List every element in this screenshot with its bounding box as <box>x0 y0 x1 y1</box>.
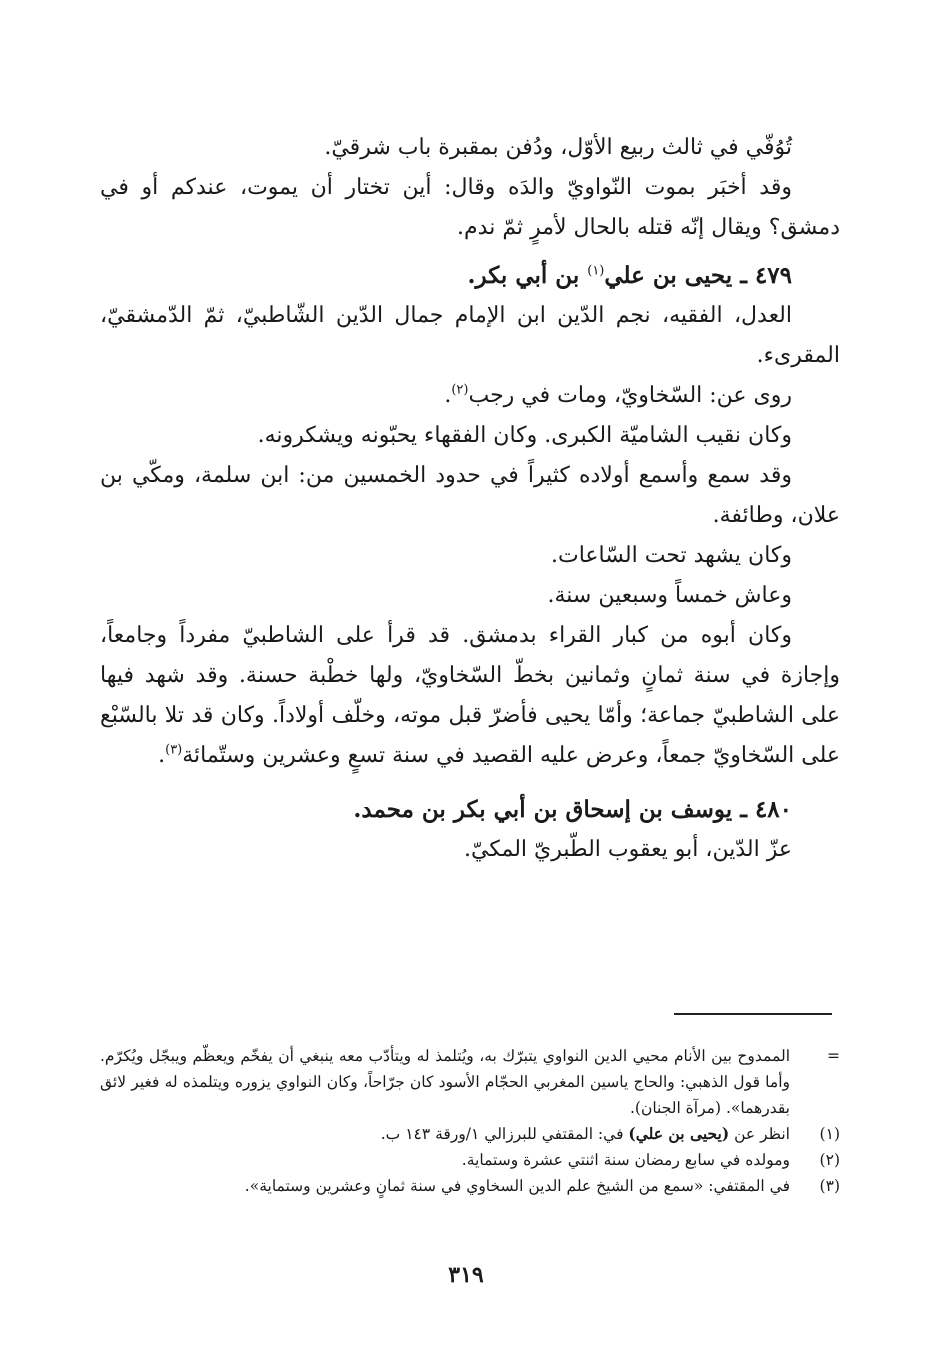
footnote-ref-3[interactable]: (٣) <box>165 742 183 758</box>
entry-479-narration-end: . <box>444 383 452 408</box>
entry-479-age: وعاش خمساً وسبعين سنة. <box>547 583 792 608</box>
paragraph-death: تُوُفّي في ثالث ربيع الأوّل، ودُفن بمقبرة باب شرقيّ. <box>324 135 792 160</box>
entry-479-name-rest: بن أبي بكر. <box>467 262 580 289</box>
footnote-2-mark: (٢) <box>819 1151 840 1169</box>
footnote-ref-1[interactable]: (١) <box>587 263 605 279</box>
footnote-continuation-mark: = <box>827 1047 840 1065</box>
entry-479-witness: وكان يشهد تحت السّاعات. <box>551 543 792 568</box>
footnote-2-text: ومولده في سابع رمضان سنة اثنتي عشرة وستماية. <box>461 1151 790 1169</box>
footnote-1-mark: (١) <box>819 1125 840 1143</box>
entry-479-hearing: وقد سمع وأسمع أولاده كثيراً في حدود الخمسين من: ابن سلمة، ومكّي بن علان، وطائفة. <box>100 463 840 528</box>
footnotes <box>100 1043 840 1199</box>
entry-480-titles: عزّ الدّين، أبو يعقوب الطّبريّ المكيّ. <box>464 837 792 862</box>
entry-480-heading <box>100 790 840 830</box>
page-number: ٣١٩ <box>448 1262 484 1288</box>
page-body <box>100 128 840 870</box>
entry-479-narration <box>100 376 840 416</box>
entry-479-narration-text: روى عن: السّخاويّ، ومات في رجب <box>468 383 792 408</box>
footnote-3-text: في المقتفي: «سمع من الشيخ علم الدين السخاوي في سنة ثمانٍ وعشرين وستماية». <box>244 1177 790 1195</box>
footnote-1-pre: انظر عن <box>729 1125 790 1143</box>
footnote-1-bold: (يحيى بن علي) <box>628 1124 730 1143</box>
entry-480-name: يوسف بن إسحاق بن أبي بكر بن محمد. <box>353 796 733 823</box>
entry-480-number: ٤٨٠ ـ <box>740 796 792 823</box>
footnote-3 <box>100 1173 840 1199</box>
footnote-ref-2[interactable]: (٢) <box>451 382 469 398</box>
paragraph-nawawi: وقد أخبَر بموت النّواويّ والدَه وقال: أين تختار أن يموت، عندكم أو في دمشق؟ ويقال إنّه قتله بالحال لأمرٍ ثمّ ندم. <box>100 175 840 240</box>
entry-479-titles: العدل، الفقيه، نجم الدّين ابن الإمام جمال الدّين الشّاطبيّ، ثمّ الدّمشقيّ، المقرىء. <box>100 303 840 368</box>
footnote-3-mark: (٣) <box>819 1177 840 1195</box>
footnote-1 <box>100 1121 840 1147</box>
entry-479-position: وكان نقيب الشاميّة الكبرى. وكان الفقهاء يحبّونه ويشكرونه. <box>257 423 792 448</box>
footnote-divider <box>674 1013 832 1015</box>
footnote-continuation <box>100 1043 840 1121</box>
footnote-continuation-text: الممدوح بين الأنام محيي الدين النواوي يتبرّك به، ويُتلمذ له ويتأدّب معه ينبغي أن يفخّم ويعظّم ويبجّل ويُكرّم. وأما قول الذهبي: والحاج ياسين المغربي الحجّام الأسود كان جرّاحاً، وكان النواوي يزوره ويتلمذه له فغير لائق بقدرهما». (مرآة الجنان). <box>100 1047 790 1117</box>
entry-479-father-text: وكان أبوه من كبار القراء بدمشق. قد قرأ على الشاطبيّ مفرداً وجامعاً، وإجازة في سنة ثمانٍ وثمانين بخطّ السّخاويّ، ولها خطْبة حسنة. وقد شهد فيها على الشاطبيّ جماعة؛ وأمّا يحيى فأضرّ قبل موته، وخلّف أولاداً. وكان قد تلا بالسّبْع على السّخاويّ جمعاً، وعرض عليه القصيد في سنة تسعٍ وعشرين وستّمائة <box>100 623 840 768</box>
entry-479-heading <box>100 256 840 296</box>
footnote-2 <box>100 1147 840 1173</box>
entry-479-father <box>100 616 840 776</box>
entry-479-name: يحيى بن علي <box>604 262 733 289</box>
entry-479-father-end: . <box>158 743 166 768</box>
footnote-1-post: في: المقتفي للبرزالي ١/ورقة ١٤٣ ب. <box>380 1125 629 1143</box>
footnote-1-text <box>100 1121 790 1147</box>
entry-479-number: ٤٧٩ ـ <box>740 262 792 289</box>
main-text <box>100 128 840 870</box>
